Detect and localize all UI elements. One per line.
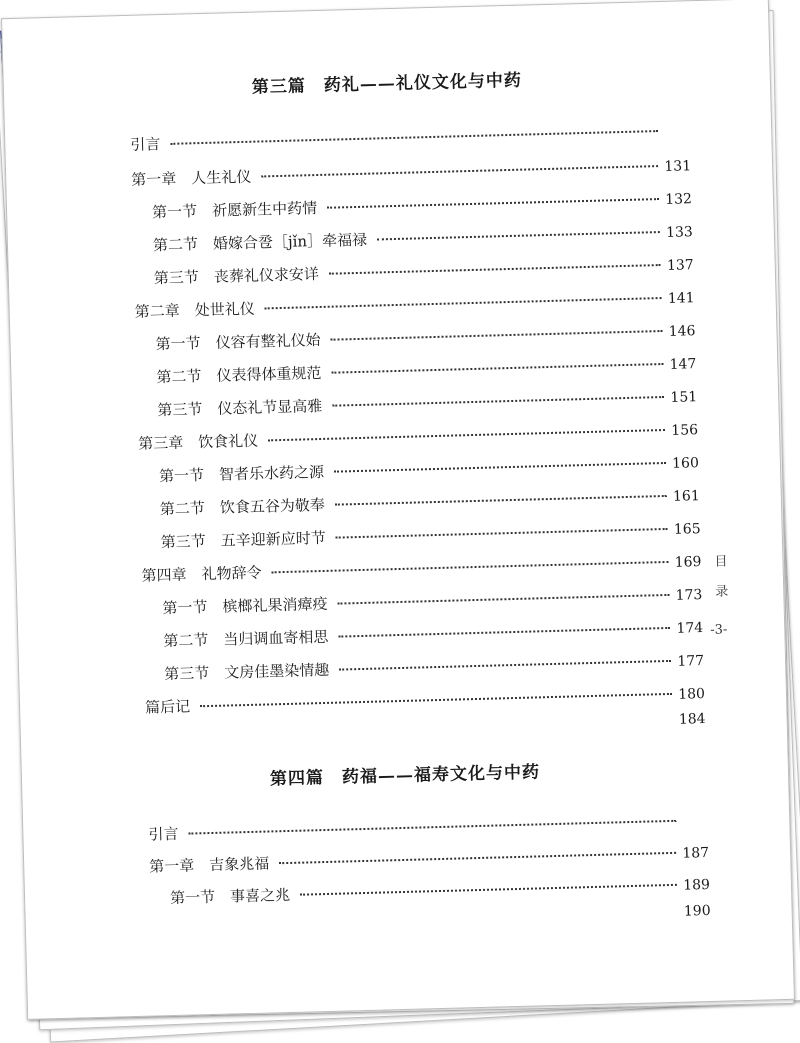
toc-entry (161, 517, 701, 552)
toc-entry (156, 352, 696, 387)
toc-entry-page: 147 (669, 356, 696, 373)
toc-entry-page: 141 (668, 290, 695, 307)
toc-entry-page (664, 135, 690, 136)
dot-leader (332, 396, 664, 407)
toc-entry-title: 引言 (130, 133, 165, 155)
toc-entry (164, 649, 704, 684)
toc-entry (149, 841, 709, 877)
dot-leader (331, 363, 663, 374)
toc-entry-page: 151 (670, 389, 697, 406)
toc-entry-page: 131 (664, 158, 691, 175)
toc-entry (160, 484, 700, 519)
toc-entry-title: 第三节 文房佳墨染情趣 (164, 659, 334, 684)
dot-leader (279, 852, 676, 864)
toc-entry-page: 133 (666, 224, 693, 241)
toc-page (1, 0, 795, 1020)
toc-entry-title: 第三章 饮食礼仪 (138, 430, 263, 454)
toc-entry-page: 160 (672, 455, 699, 472)
toc-entry-page: 184 (679, 711, 706, 728)
toc-entry-title: 第一章 人生礼仪 (131, 166, 256, 190)
toc-entry-title: 第四章 礼物辞令 (141, 561, 266, 585)
dot-leader (268, 429, 665, 441)
toc-entry-title: 第一节 事喜之兆 (170, 884, 295, 908)
dot-leader (200, 693, 672, 707)
toc-entry-page: 165 (674, 521, 701, 538)
toc-entry-title: 第一节 智者乐水药之源 (159, 461, 329, 486)
section3-heading: 第三篇 药礼——礼仪文化与中药 (4, 59, 770, 104)
toc-entry (134, 286, 694, 322)
margin-label-char: 录 (715, 580, 729, 599)
toc-entry (130, 119, 690, 155)
toc-entry (153, 220, 693, 255)
toc-entry (141, 550, 701, 586)
margin-label-char: 目 (714, 550, 728, 569)
toc-entry-page: 174 (676, 620, 703, 637)
toc-entry-title: 第二节 饮食五谷为敬奉 (160, 494, 330, 519)
toc-entry-title: 第二章 处世礼仪 (134, 298, 259, 322)
toc-entry-page: 180 (678, 686, 705, 703)
toc-entry-title: 第一章 吉象兆福 (149, 852, 274, 876)
toc-entry (148, 809, 708, 845)
toc-entry-page: 173 (675, 587, 702, 604)
toc-entry-page: 137 (667, 257, 694, 274)
dot-leader (339, 660, 671, 671)
dot-leader (265, 297, 662, 309)
toc-entry-page: 189 (683, 877, 710, 894)
toc-entry (138, 418, 698, 454)
section4-heading: 第四篇 药福——福寿文化与中药 (22, 751, 788, 796)
toc-entry-title: 第三节 五辛迎新应时节 (161, 527, 331, 552)
toc-entry-title: 引言 (148, 823, 183, 845)
dot-leader (327, 198, 659, 209)
toc-entry-title: 第二节 仪表得体重规范 (156, 362, 326, 387)
dot-leader (377, 231, 660, 240)
toc-entry-title: 第一节 槟榔礼果消瘴疫 (162, 593, 332, 618)
toc-entry-title: 第三节 丧葬礼仪求安详 (154, 263, 324, 288)
dot-leader (331, 330, 663, 341)
dot-leader (336, 528, 668, 539)
dot-leader (329, 264, 661, 275)
toc-entry-title: 第二节 当归调血寄相思 (163, 626, 333, 651)
toc-entry-page: 156 (671, 422, 698, 439)
toc-entry-page (682, 825, 708, 826)
toc-entry (162, 583, 702, 618)
toc-entry (159, 451, 699, 486)
toc-entry (157, 385, 697, 420)
toc-entry (155, 319, 695, 354)
toc-entry-page: 187 (682, 845, 709, 862)
toc-entry (154, 253, 694, 288)
toc-entry-page: 177 (677, 653, 704, 670)
toc-entry-title: 第一节 祈愿新生中药情 (152, 197, 322, 222)
toc-entry-page: 146 (669, 323, 696, 340)
toc-entry-title: 篇后记 (145, 695, 195, 717)
dot-leader (338, 627, 670, 638)
dot-leader (337, 594, 669, 605)
toc-entry-title: 第一节 仪容有整礼仪始 (155, 329, 325, 354)
toc-entry-page: 190 (684, 903, 711, 920)
toc-entry (146, 711, 706, 742)
toc-entry (151, 903, 711, 934)
toc-entry (152, 187, 692, 222)
page-number: -3- (710, 622, 727, 637)
toc-entry-page: 132 (665, 191, 692, 208)
toc-entry-title: 第三节 仪态礼节显高雅 (157, 395, 327, 420)
dot-leader (334, 462, 666, 473)
dot-leader (188, 820, 676, 835)
dot-leader (335, 495, 667, 506)
dot-leader (170, 130, 658, 145)
toc-entry (131, 154, 691, 190)
dot-leader (300, 884, 677, 896)
toc-entry-page: 169 (675, 554, 702, 571)
toc-entry-page: 161 (673, 488, 700, 505)
toc-entry (163, 616, 703, 651)
toc-entry (170, 873, 710, 908)
toc-entry-title: 第二节 婚嫁合卺［jǐn］牵福禄 (153, 229, 372, 256)
dot-leader (261, 165, 658, 177)
dot-leader (272, 561, 669, 573)
